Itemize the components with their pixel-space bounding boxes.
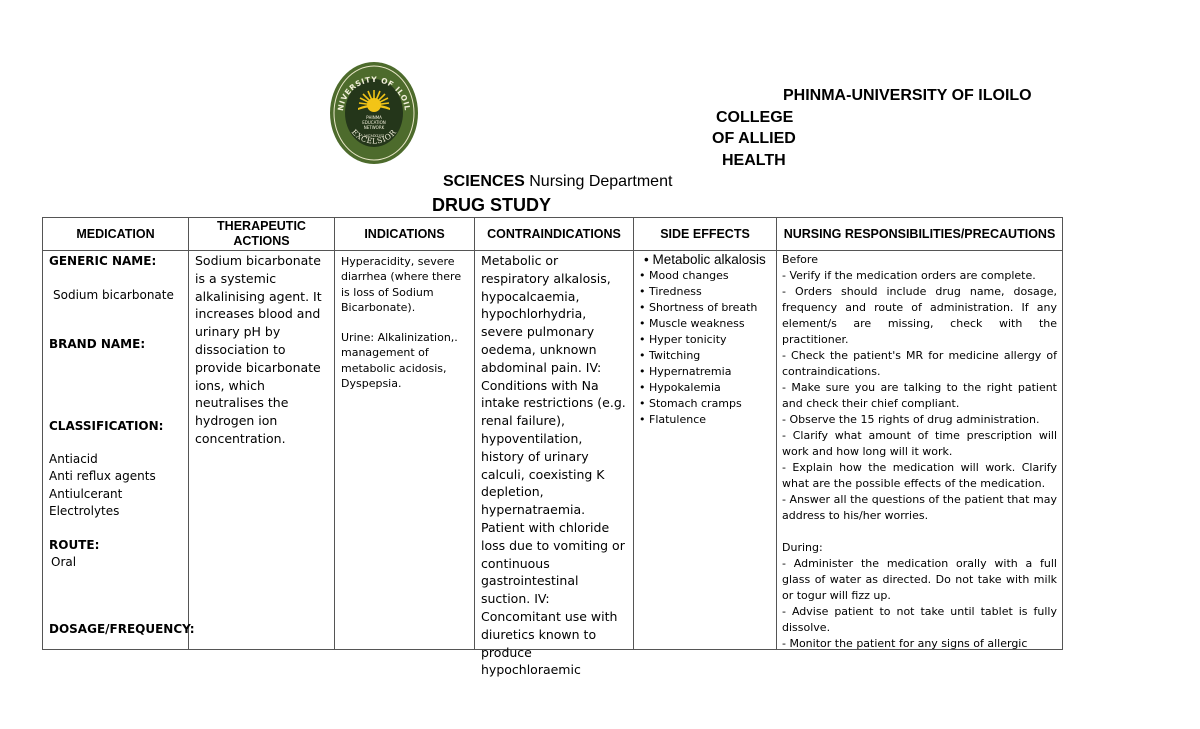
table-header-row: [43, 218, 1063, 251]
classification-item: Electrolytes: [49, 504, 120, 518]
nursing-item: - Answer all the questions of the patient that may address to his/her worries.: [782, 493, 1057, 522]
side-effects-list: [639, 268, 771, 428]
college-line-2: OF ALLIED: [712, 130, 796, 147]
college-line-3: HEALTH: [722, 152, 786, 169]
bullet-icon: •: [639, 301, 646, 314]
list-item: [639, 284, 771, 300]
logo-inner-line1: PHINMA: [366, 115, 382, 120]
classification-item: Anti reflux agents: [49, 469, 156, 483]
side-effect-label: Hypernatremia: [649, 365, 732, 378]
contraindications-cell: [475, 251, 634, 678]
college-line-1: COLLEGE: [716, 109, 794, 126]
logo-bottom-text: EXCELSIOR: [349, 127, 399, 146]
side-effect-label: Shortness of breath: [649, 301, 758, 314]
therapeutic-actions-cell: [189, 251, 335, 650]
contraindications-text: Metabolic or respiratory alkalosis, hypocalcaemia, hypochlorhydria, severe pulmonary oedema, unknown abdominal pain. IV: Conditions with Na intake restrictions (e.g. renal failure), hypoventilation, history of urinary calculi, coexisting K depletion, hypernatraemia. Patient with chloride loss due to vomiting or continuous gastrointestinal suction. IV: Concomitant use with diuretics known to produce hypochloraemic: [481, 253, 626, 678]
column-header: MEDICATION: [43, 218, 189, 251]
list-item: [639, 332, 771, 348]
logo-year: MCMXLVII: [363, 134, 385, 138]
medication-cell: [43, 251, 195, 650]
indications-text-1: Hyperacidity, severe diarrhea (where there is loss of Sodium Bicarbonate).: [341, 255, 462, 314]
side-effects-cell: [634, 251, 777, 650]
side-effect-first: • Metabolic alkalosis: [644, 252, 766, 267]
column-header: INDICATIONS: [335, 218, 475, 251]
classification-item: Antiulcerant: [49, 487, 123, 501]
nursing-item: - Administer the medication orally with a full glass of water as directed. Do not take with milk or togur will fizz up.: [782, 557, 1057, 602]
generic-name-label: GENERIC NAME:: [49, 254, 157, 268]
side-effect-label: Flatulence: [649, 413, 707, 426]
side-effect-label: Hyper tonicity: [649, 333, 727, 346]
university-name: PHINMA-UNIVERSITY OF ILOILO: [783, 87, 1032, 104]
logo-inner-line2: EDUCATION: [362, 120, 386, 125]
nursing-item: - Check the patient's MR for medicine allergy of contraindications.: [782, 349, 1057, 378]
route-label: ROUTE:: [49, 538, 100, 552]
before-label: Before: [782, 253, 818, 266]
list-item: [639, 300, 771, 316]
table-row: [43, 251, 1063, 650]
classification-item: Antiacid: [49, 452, 98, 466]
dosage-frequency-label: DOSAGE/FREQUENCY:: [49, 622, 195, 636]
bullet-icon: •: [639, 349, 646, 362]
bullet-icon: •: [639, 413, 646, 426]
nursing-item: - Orders should include drug name, dosage, frequency and route of administration. If any element/s are missing, check with the practitioner.: [782, 285, 1057, 346]
nursing-item: - Explain how the medication will work. Clarify what are the possible effects of the medication.: [782, 461, 1057, 490]
generic-name-value: Sodium bicarbonate: [53, 288, 174, 302]
department-label: Nursing Department: [524, 173, 673, 190]
list-item: [639, 268, 771, 284]
bullet-icon: •: [639, 397, 646, 410]
nursing-item: - Monitor the patient for any signs of allergic: [782, 637, 1028, 650]
side-effect-label: Tiredness: [649, 285, 702, 298]
route-value: Oral: [51, 555, 77, 569]
list-item: [639, 364, 771, 380]
logo-inner-line3: NETWORK: [363, 125, 385, 130]
page-title: DRUG STUDY: [432, 195, 552, 215]
bullet-icon: •: [639, 317, 646, 330]
column-header: THERAPEUTIC ACTIONS: [189, 218, 335, 251]
side-effect-label: Hypokalemia: [649, 381, 721, 394]
nursing-responsibilities-cell: [777, 251, 1063, 650]
therapeutic-actions-text: Sodium bicarbonate is a systemic alkalinising agent. It increases blood and urinary pH by dissociation to provide bicarbonate ions, which neutralises the hydrogen ion concentration.: [195, 253, 322, 446]
list-item: [639, 412, 771, 428]
nursing-item: - Make sure you are talking to the right patient and check their chief compliant.: [782, 381, 1057, 410]
side-effect-label: Twitching: [649, 349, 701, 362]
list-item: [639, 348, 771, 364]
drug-study-table: [42, 217, 1063, 678]
column-header: NURSING RESPONSIBILITIES/PRECAUTIONS: [777, 218, 1063, 251]
bullet-icon: •: [639, 365, 646, 378]
bullet-icon: •: [639, 285, 646, 298]
indications-text-2: Urine: Alkalinization,. management of metabolic acidosis, Dyspepsia.: [341, 331, 458, 391]
list-item: [639, 316, 771, 332]
bullet-icon: •: [639, 381, 646, 394]
column-header: CONTRAINDICATIONS: [475, 218, 634, 251]
sciences-label: SCIENCES: [443, 173, 525, 190]
brand-name-label: BRAND NAME:: [49, 337, 146, 351]
nursing-item: - Verify if the medication orders are complete.: [782, 269, 1036, 282]
side-effect-label: Mood changes: [649, 269, 729, 282]
bullet-icon: •: [639, 333, 646, 346]
logo-top-text: NIVERSITY OF ILOIL: [335, 74, 412, 112]
department-line: [443, 173, 672, 191]
nursing-item: - Observe the 15 rights of drug administration.: [782, 413, 1040, 426]
column-header: SIDE EFFECTS: [634, 218, 777, 251]
nursing-item: - Advise patient to not take until tablet is fully dissolve.: [782, 605, 1057, 634]
list-item: [639, 380, 771, 396]
nursing-item: - Clarify what amount of time prescription will work and how long will it work.: [782, 429, 1057, 458]
side-effect-label: Stomach cramps: [649, 397, 742, 410]
classification-label: CLASSIFICATION:: [49, 419, 164, 433]
indications-cell: [335, 251, 475, 650]
bullet-icon: •: [639, 269, 646, 282]
list-item: [639, 396, 771, 412]
university-logo: [329, 61, 419, 165]
during-label: During:: [782, 541, 823, 554]
side-effect-label: Muscle weakness: [649, 317, 745, 330]
